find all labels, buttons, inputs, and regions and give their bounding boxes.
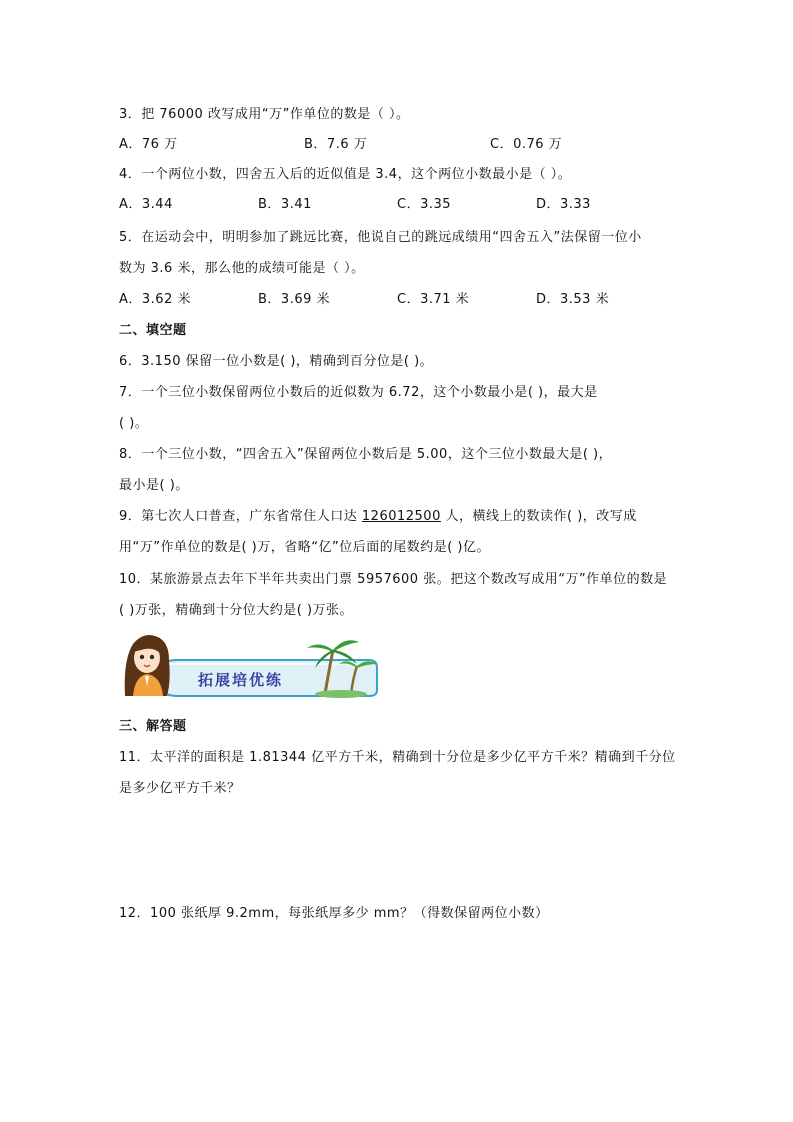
q3-option-c: C．0.76 万 (490, 137, 563, 152)
question-7-line-2: ( )。 (119, 416, 149, 431)
q9-text-b: 人，横线上的数读作( )，改写成 (440, 509, 637, 524)
question-8-line-2: 最小是( )。 (119, 478, 189, 493)
question-9-line-1 (119, 508, 637, 526)
question-10-line-2: ( )万张，精确到十分位大约是( )万张。 (119, 603, 354, 618)
question-10-line-1: 10．某旅游景点去年下半年共卖出门票 5957600 张。把这个数改写成用“万”作单位的数是 (119, 572, 668, 587)
q3-option-b: B．7.6 万 (304, 137, 368, 152)
q5-option-c: C．3.71 米 (397, 292, 470, 307)
q9-underlined-number: 126012500 (361, 509, 441, 524)
question-9-line-2: 用“万”作单位的数是( )万，省略“亿”位后面的尾数约是( )亿。 (119, 540, 490, 555)
question-8-line-1: 8．一个三位小数，“四舍五入”保留两位小数后是 5.00，这个三位小数最大是( )， (119, 447, 613, 462)
q4-option-c: C．3.35 (397, 197, 452, 212)
q5-option-b: B．3.69 米 (258, 292, 330, 307)
question-4: 4．一个两位小数，四舍五入后的近似值是 3.4，这个两位小数最小是（ ）。 (119, 167, 572, 182)
question-6: 6．3.150 保留一位小数是( )，精确到百分位是( )。 (119, 354, 434, 369)
section-2-heading: 二、填空题 (119, 323, 187, 338)
q5-option-a: A．3.62 米 (119, 292, 191, 307)
question-11-line-2: 是多少亿平方千米？ (119, 781, 241, 796)
q3-option-a: A．76 万 (119, 137, 178, 152)
question-11-line-1: 11．太平洋的面积是 1.81344 亿平方千米，精确到十分位是多少亿平方千米？精确到千分位 (119, 750, 676, 765)
q5-option-d: D．3.53 米 (536, 292, 610, 307)
q4-option-d: D．3.33 (536, 197, 591, 212)
banner-title: 拓展培优练 (198, 671, 284, 689)
question-7-line-1: 7．一个三位小数保留两位小数后的近似数为 6.72，这个小数最小是( )，最大是 (119, 385, 598, 400)
q9-text-a: 9．第七次人口普查，广东省常住人口达 (119, 509, 362, 524)
question-5-line-2: 数为 3.6 米，那么他的成绩可能是（ ）。 (119, 261, 365, 276)
section-3-heading: 三、解答题 (119, 719, 187, 734)
question-5-line-1: 5．在运动会中，明明参加了跳远比赛，他说自己的跳远成绩用“四舍五入”法保留一位小 (119, 230, 642, 245)
question-12: 12．100 张纸厚 9.2mm，每张纸厚多少 mm？（得数保留两位小数） (119, 906, 549, 921)
girl-illustration-icon (125, 635, 170, 696)
q4-option-b: B．3.41 (258, 197, 312, 212)
q4-option-a: A．3.44 (119, 197, 173, 212)
question-3: 3．把 76000 改写成用“万”作单位的数是（ ）。 (119, 107, 410, 122)
